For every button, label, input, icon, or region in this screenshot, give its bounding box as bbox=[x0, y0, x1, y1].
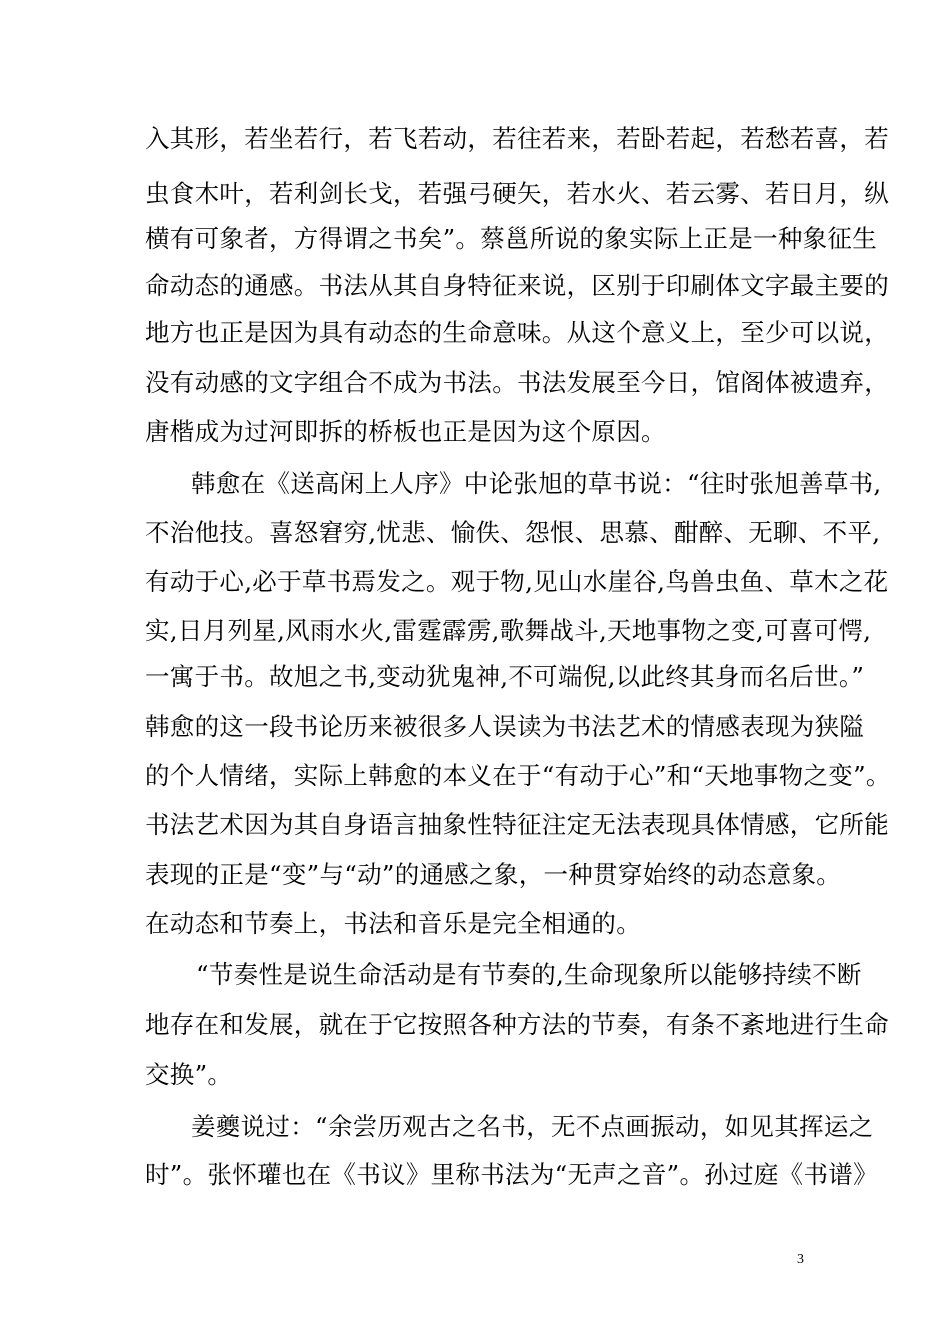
text-line: 书法艺术因为其自身语言抽象性特征注定无法表现具体情感，它所能 bbox=[145, 810, 889, 839]
text-line: 一寓于书。故旭之书,变动犹鬼神,不可端倪,以此终其身而名后世。” bbox=[145, 662, 865, 691]
text-line: 地存在和发展，就在于它按照各种方法的节奏，有条不紊地进行生命 bbox=[145, 1010, 889, 1039]
quote-start-line: “节奏性是说生命活动是有节奏的,生命现象所以能够持续不断 bbox=[196, 960, 862, 989]
paragraph-start-line: 姜夔说过：“余尝历观古之名书，无不点画振动，如见其挥运之 bbox=[191, 1112, 874, 1141]
text-line: 在动态和节奏上，书法和音乐是完全相通的。 bbox=[145, 909, 641, 938]
paragraph-start-line: 韩愈在《送高闲上人序》中论张旭的草书说：“往时张旭善草书, bbox=[191, 469, 882, 498]
text-line: 入其形，若坐若行，若飞若动，若往若来，若卧若起，若愁若喜，若 bbox=[145, 124, 889, 153]
text-line: 实,日月列星,风雨水火,雷霆霹雳,歌舞战斗,天地事物之变,可喜可愕, bbox=[145, 616, 872, 645]
text-line: 没有动感的文字组合不成为书法。书法发展至今日，馆阁体被遗弃， bbox=[145, 368, 889, 397]
text-line: 韩愈的这一段书论历来被很多人误读为书法艺术的情感表现为狭隘 bbox=[145, 712, 865, 741]
text-line: 横有可象者，方得谓之书矣”。蔡邕所说的象实际上正是一种象征生 bbox=[145, 224, 878, 253]
text-line: 时”。张怀瓘也在《书议》里称书法为“无声之音”。孙过庭《书谱》 bbox=[145, 1160, 878, 1189]
text-line: 虫食木叶，若利剑长戈，若强弓硬矢，若水火、若云雾、若日月，纵 bbox=[145, 179, 889, 208]
text-line: 表现的正是“变”与“动”的通感之象，一种贯穿始终的动态意象。 bbox=[145, 860, 842, 889]
page-number: 3 bbox=[797, 1252, 804, 1267]
text-line: 有动于心,必于草书焉发之。观于物,见山水崖谷,鸟兽虫鱼、草木之花 bbox=[145, 567, 889, 596]
text-line: 唐楷成为过河即拆的桥板也正是因为这个原因。 bbox=[145, 417, 666, 446]
text-line: 的个人情绪，实际上韩愈的本义在于“有动于心”和“天地事物之变”。 bbox=[145, 761, 891, 790]
text-line: 不治他技。喜怒窘穷,忧悲、愉佚、怨恨、思慕、酣醉、无聊、不平, bbox=[145, 518, 881, 547]
text-line: 地方也正是因为具有动态的生命意味。从这个意义上，至少可以说， bbox=[145, 318, 889, 347]
text-line: 交换”。 bbox=[145, 1060, 233, 1089]
text-line: 命动态的通感。书法从其自身特征来说，区别于印刷体文字最主要的 bbox=[145, 271, 889, 300]
